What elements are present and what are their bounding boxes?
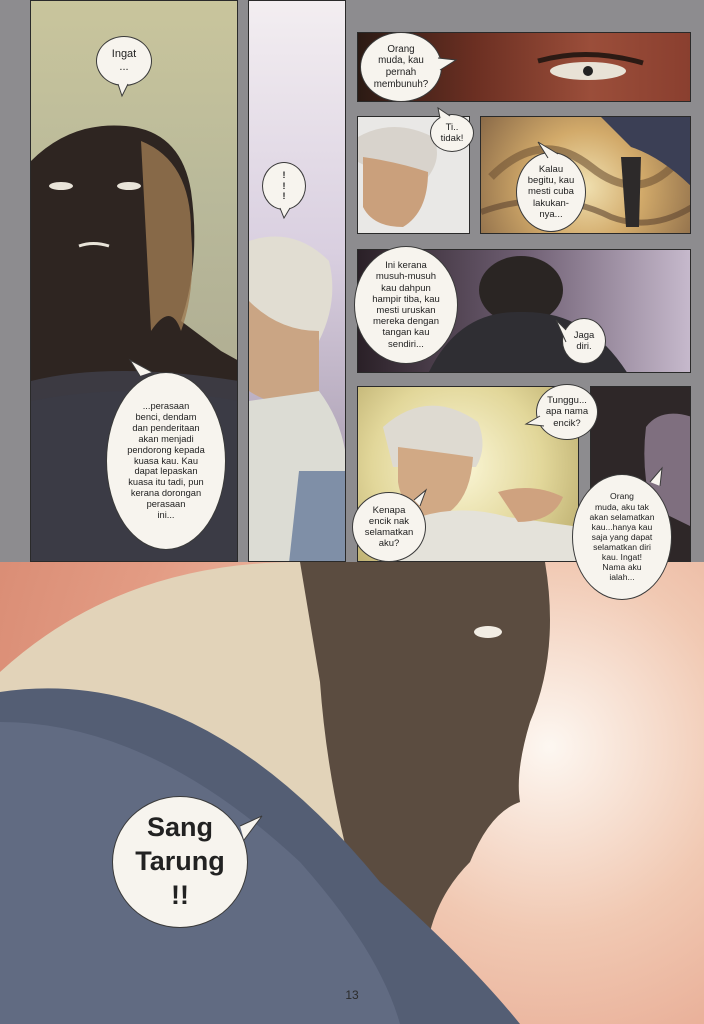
bubble-kenapa-text: Kenapa encik nak selamatkan aku?: [364, 504, 414, 550]
bubble-jaga-diri: [562, 318, 606, 364]
bubble-sang-tarung: [112, 796, 248, 928]
bubble-kenapa: [352, 492, 426, 562]
bubble-ingat-text: Ingat ...: [111, 48, 137, 73]
bubble-perasaan: [106, 372, 226, 550]
bubble-kalau-begitu-text: Kalau begitu, kau mesti cuba lakukan- nya...: [527, 163, 575, 220]
bubble-exclaim: [262, 162, 306, 210]
splash-illustration: [0, 562, 704, 1024]
panel-9-sang-tarung-splash: [0, 562, 704, 1024]
bubble-ini-kerana: [354, 246, 458, 364]
bubble-orang-muda-text: Orang muda, kau pernah membunuh?: [373, 43, 429, 90]
bubble-exclaim-text: ! ! !: [282, 170, 286, 202]
bubble-orang-muda: [360, 32, 442, 102]
bubble-ti-tidak-text: Ti.. tidak!: [440, 121, 464, 144]
bubble-sang-tarung-text: Sang Tarung !!: [135, 812, 225, 910]
bubble-tunggu-text: Tunggu... apa nama encik?: [545, 395, 589, 429]
bubble-orang-muda-2-text: Orang muda, aku tak akan selamatkan kau...hanya kau saja yang dapat selamatkan diri kau. Ingat! Nama aku ialah...: [589, 491, 655, 583]
bubble-tunggu: [536, 384, 598, 440]
swirl-illustration: [481, 117, 691, 234]
bubble-perasaan-text: ...perasaan benci, dendam dan penderitaan akan menjadi pendorong kepada kuasa kau. Kau dapat lepaskan kuasa itu tadi, pun kerana dorongan perasaan ini...: [127, 400, 205, 521]
bubble-kalau-begitu: [516, 152, 586, 232]
youth-illustration: [249, 1, 346, 562]
bubble-ti-tidak: [430, 114, 474, 152]
panel-2-youth: [248, 0, 346, 562]
bubble-orang-muda-2: [572, 474, 672, 600]
bubble-ingat: [96, 36, 152, 86]
bubble-jaga-diri-text: Jaga diri.: [573, 329, 595, 352]
bubble-ini-kerana-text: Ini kerana musuh-musuh kau dahpun hampir tiba, kau mesti uruskan mereka dengan tangan kau sendiri...: [372, 260, 440, 350]
page-number: 13: [345, 988, 359, 1002]
panel-5-swirl: [480, 116, 691, 234]
